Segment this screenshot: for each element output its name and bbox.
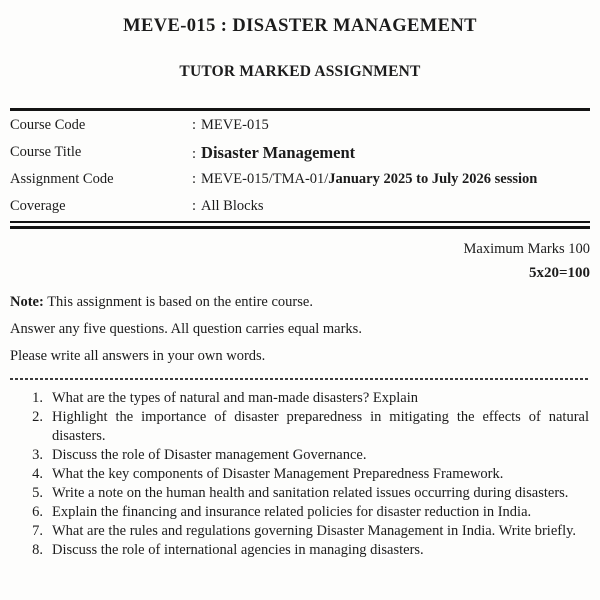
question-number: 6. (32, 503, 43, 520)
course-title-label: Course Title (10, 144, 82, 160)
question-number: 7. (32, 522, 43, 539)
question-text: Discuss the role of international agencies in managing disasters. (52, 541, 424, 558)
table-top-rule (10, 108, 590, 111)
marks-formula-text: 5x20=100 (528, 264, 590, 281)
course-code-text: MEVE-015 (201, 117, 269, 133)
question-number: 5. (32, 484, 43, 501)
question-number: 2. (32, 408, 43, 425)
question-number: 3. (32, 446, 43, 463)
page-title: MEVE-015 : DISASTER MANAGEMENT (123, 16, 477, 36)
colon-separator: : (192, 198, 197, 214)
table-bottom-rule-thick (10, 226, 590, 229)
coverage-text: All Blocks (201, 198, 264, 214)
question-list (10, 389, 590, 560)
question-item-4 (10, 465, 590, 484)
assignment-code-value (192, 171, 590, 188)
question-text: Write a note on the human health and sanitation related issues occurring during disasters. (52, 484, 569, 501)
question-item-5 (10, 484, 590, 503)
coverage-value (192, 198, 590, 215)
maximum-marks-text: Maximum Marks 100 (463, 240, 590, 257)
note-text: This assignment is based on the entire course. (43, 293, 313, 310)
question-text: Discuss the role of Disaster management Governance. (52, 446, 367, 463)
course-code-label: Course Code (10, 117, 86, 133)
question-item-1 (10, 389, 590, 408)
question-text: What are the rules and regulations governing Disaster Management in India. Write briefly. (52, 522, 577, 539)
question-item-2 (10, 408, 590, 446)
table-row-assignment-code (10, 166, 590, 193)
page-subtitle: TUTOR MARKED ASSIGNMENT (179, 63, 421, 80)
instruction-line-2: Answer any five questions. All question carries equal marks. (10, 320, 362, 337)
question-number: 1. (32, 389, 43, 406)
question-item-7 (10, 522, 590, 541)
assignment-session-bold: January 2025 to July 2026 session (328, 171, 538, 187)
question-number: 4. (32, 465, 43, 482)
course-code-value (192, 117, 590, 134)
question-item-8 (10, 541, 590, 560)
course-title-value (192, 143, 590, 163)
table-row-course-code (10, 112, 590, 139)
table-row-coverage (10, 193, 590, 220)
instruction-line-3: Please write all answers in your own words. (10, 347, 266, 364)
course-info-table (10, 112, 590, 220)
colon-separator: : (192, 171, 197, 187)
table-bottom-rule-thin (10, 221, 590, 223)
assignment-code-label: Assignment Code (10, 171, 114, 187)
table-row-course-title (10, 139, 590, 166)
note-line (10, 293, 590, 312)
coverage-label: Coverage (10, 198, 66, 214)
assignment-code-text: MEVE-015/TMA-01/ (201, 171, 329, 187)
dashed-separator (10, 378, 590, 380)
question-text: What the key components of Disaster Management Preparedness Framework. (52, 465, 504, 482)
colon-separator: : (192, 117, 197, 133)
colon-separator: : (192, 145, 197, 162)
question-text: Explain the financing and insurance related policies for disaster reduction in India. (52, 503, 532, 520)
question-text: What are the types of natural and man-made disasters? Explain (52, 389, 418, 406)
question-item-3 (10, 446, 590, 465)
marks-block (10, 241, 590, 282)
question-item-6 (10, 503, 590, 522)
course-title-bold: Disaster Management (201, 142, 356, 162)
note-label: Note: (10, 293, 44, 310)
question-text: Highlight the importance of disaster preparedness in mitigating the effects of natural disasters. (52, 408, 589, 444)
question-number: 8. (32, 541, 43, 558)
